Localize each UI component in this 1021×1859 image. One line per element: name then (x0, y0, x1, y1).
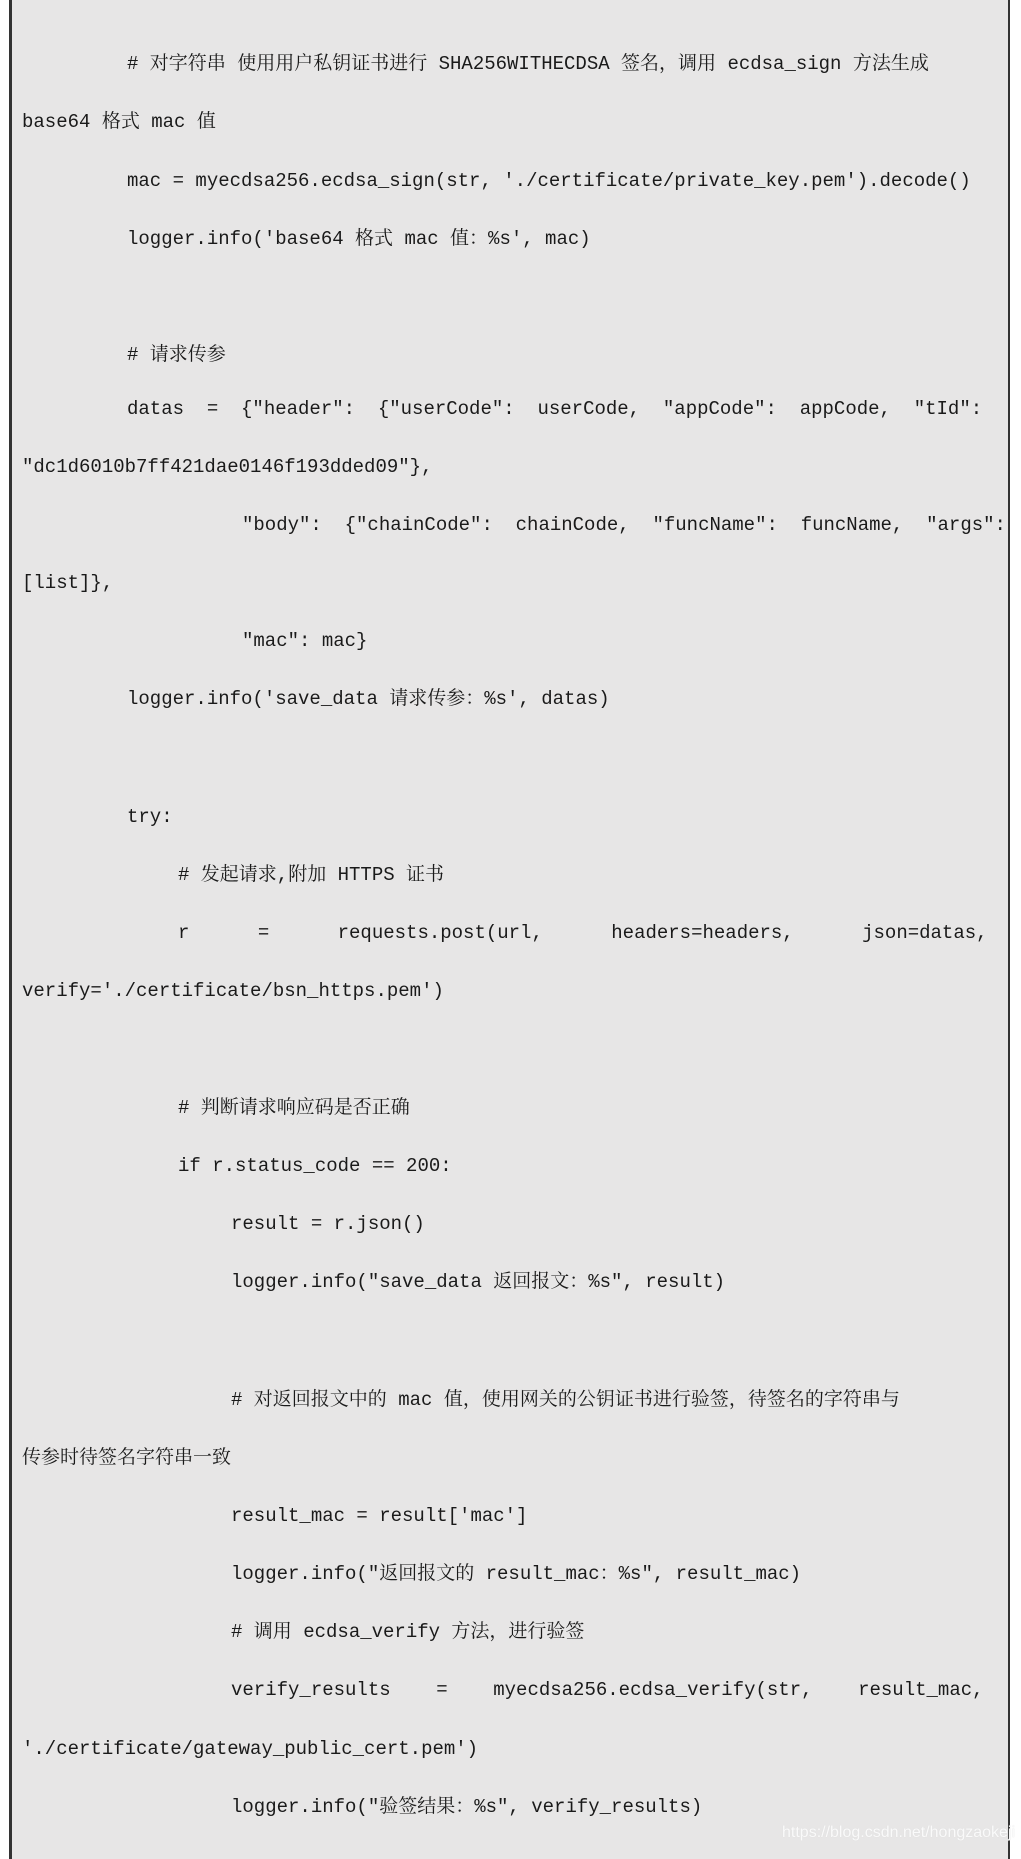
code-line: 传参时待签名字符串一致 (22, 1447, 232, 1469)
code-line: # 判断请求响应码是否正确 (178, 1097, 410, 1119)
code-line: logger.info('base64 格式 mac 值：%s', mac) (127, 228, 591, 250)
code-line: "dc1d6010b7ff421dae0146f193dded09"}, (22, 456, 433, 478)
code-line: [list]}, (22, 572, 114, 594)
code-line: './certificate/gateway_public_cert.pem') (22, 1738, 479, 1760)
code-line: result_mac = result['mac'] (231, 1505, 528, 1527)
code-line: # 发起请求,附加 HTTPS 证书 (178, 864, 445, 886)
code-line: # 调用 ecdsa_verify 方法，进行验签 (231, 1621, 585, 1643)
code-line: result = r.json() (231, 1213, 425, 1235)
code-line: logger.info("验签结果：%s", verify_results) (231, 1796, 703, 1818)
code-line: base64 格式 mac 值 (22, 111, 216, 133)
code-line: # 对字符串 使用用户私钥证书进行 SHA256WITHECDSA 签名，调用 ecdsa_sign 方法生成 (127, 53, 929, 75)
code-line: # 对返回报文中的 mac 值，使用网关的公钥证书进行验签，待签名的字符串与 (231, 1389, 900, 1411)
code-line: # 请求传参 (127, 344, 226, 366)
code-line: logger.info('save_data 请求传参：%s', datas) (127, 688, 610, 710)
code-line: try: (127, 806, 173, 828)
code-line: "mac": mac} (242, 630, 368, 652)
code-line: logger.info("返回报文的 result_mac：%s", result_mac) (231, 1563, 802, 1585)
code-line: verify='./certificate/bsn_https.pem') (22, 980, 444, 1002)
code-line: r = requests.post(url, headers=headers, json=datas, (178, 922, 988, 944)
code-line: "body": {"chainCode": chainCode, "funcName": funcName, "args": (242, 514, 1006, 536)
code-line: mac = myecdsa256.ecdsa_sign(str, './certificate/private_key.pem').decode() (127, 170, 971, 192)
code-line: logger.info("save_data 返回报文：%s", result) (231, 1271, 726, 1293)
code-line: datas = {"header": {"userCode": userCode, "appCode": appCode, "tId": (127, 398, 983, 420)
code-line: if r.status_code == 200: (178, 1155, 452, 1177)
watermark: https://blog.csdn.net/hongzaokeji (782, 1824, 1016, 1841)
code-line: verify_results = myecdsa256.ecdsa_verify(str, result_mac, (231, 1679, 984, 1701)
